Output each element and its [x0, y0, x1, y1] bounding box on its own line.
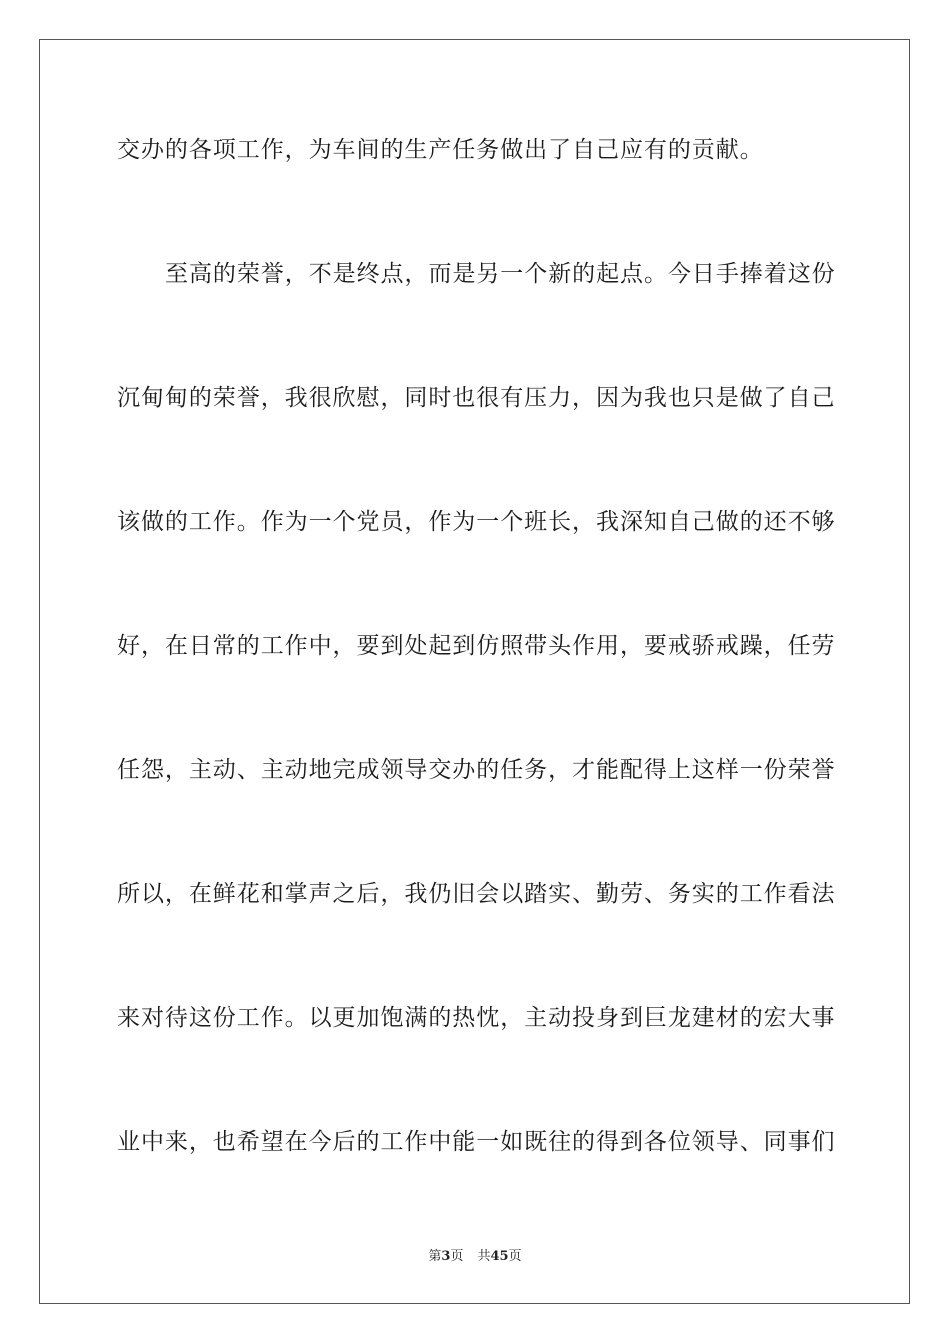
page-suffix: 页	[450, 1249, 464, 1264]
text-line: 该做的工作。作为一个党员，作为一个班长，我深知自己做的还不够	[117, 509, 836, 535]
total-prefix: 共	[477, 1249, 491, 1264]
text-line: 好，在日常的工作中，要到处起到仿照带头作用，要戒骄戒躁，任劳	[117, 633, 836, 659]
text-line: 来对待这份工作。以更加饱满的热忱，主动投身到巨龙建材的宏大事	[117, 1005, 836, 1031]
text-line-paragraph-start: 至高的荣誉，不是终点，而是另一个新的起点。今日手捧着这份	[165, 261, 836, 287]
total-pages: 45	[490, 1249, 509, 1264]
page-number: 3	[441, 1249, 451, 1264]
text-line: 交办的各项工作，为车间的生产任务做出了自己应有的贡献。	[117, 137, 764, 163]
total-suffix: 页	[508, 1249, 522, 1264]
text-line: 业中来，也希望在今后的工作中能一如既往的得到各位领导、同事们	[117, 1129, 836, 1155]
document-body	[117, 120, 836, 1236]
text-line: 所以，在鲜花和掌声之后，我仍旧会以踏实、勤劳、务实的工作看法	[117, 881, 836, 907]
page-footer	[0, 1249, 950, 1265]
text-line: 沉甸甸的荣誉，我很欣慰，同时也很有压力，因为我也只是做了自己	[117, 385, 836, 411]
text-line: 任怨，主动、主动地完成领导交办的任务，才能配得上这样一份荣誉	[117, 757, 836, 783]
page-prefix: 第	[428, 1249, 442, 1264]
